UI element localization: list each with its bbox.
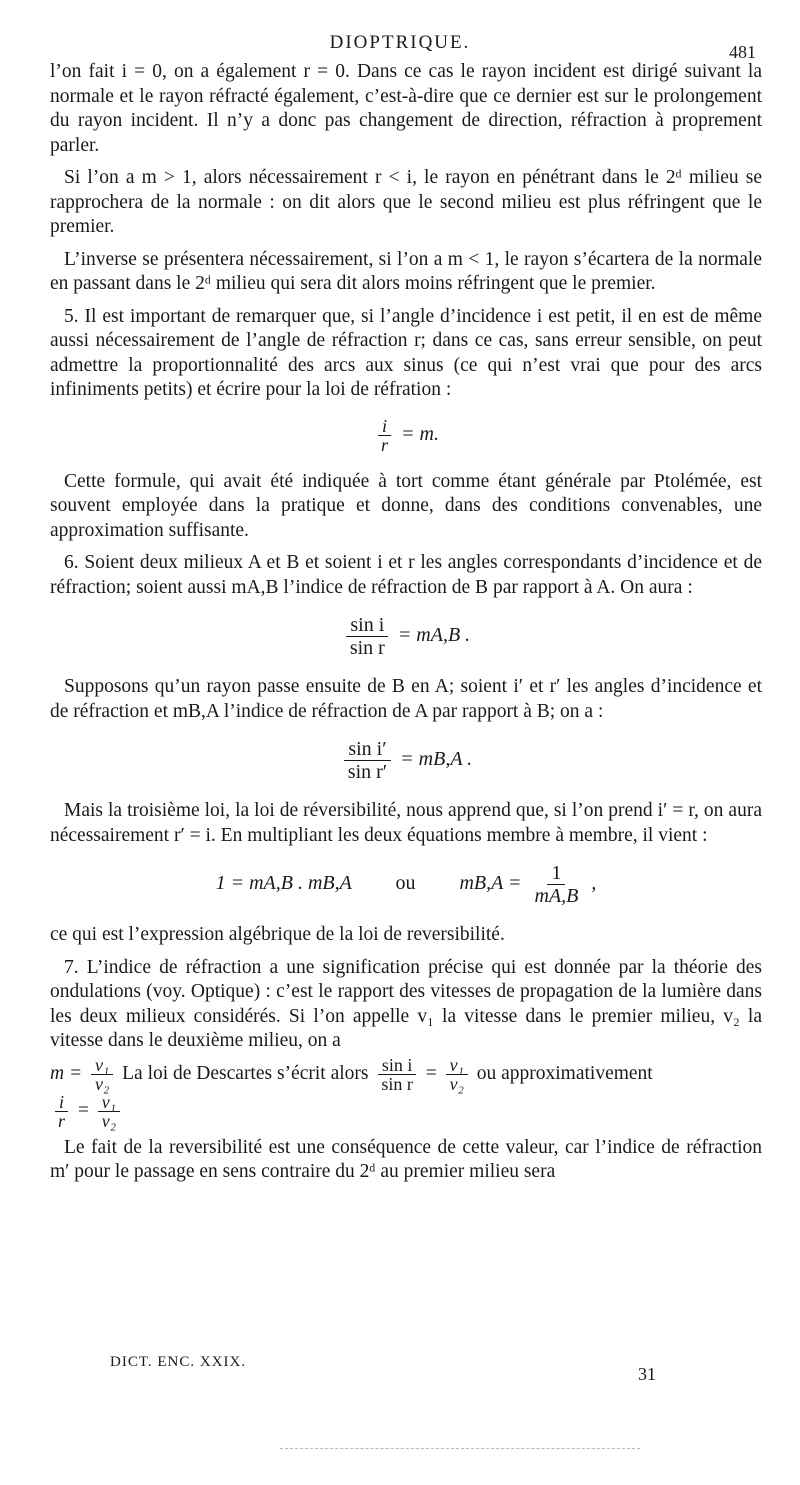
formula-rhs: = m. [401,422,439,445]
fraction-numerator: sin i′ [344,738,390,761]
page-number: 481 [729,42,756,62]
descartes-text: La loi de Descartes s’écrit alors [122,1062,369,1084]
formula-equals: = [425,1062,437,1084]
bleed-through-rule [280,1448,640,1449]
fraction-numerator: v₁ [91,1056,113,1075]
approx-text: ou approximativement [476,1062,653,1084]
fraction-denominator: v₂ [449,1073,464,1094]
formula-product: 1 = mA,B . mB,A [215,872,352,895]
fraction-numerator: i [378,417,391,436]
paragraph-6: 6. Soient deux milieux A et B et soient i et r les angles correspondants d’incidence et de réfraction; soient aussi mA,B l’indice de réfraction de B par rapport à A. On aura : [50,552,762,598]
descartes-line [50,1056,762,1130]
formula-ou: ou [395,872,416,895]
fraction-numerator: i [55,1093,68,1112]
formula-equals: = [77,1099,89,1121]
formula-comma: , [591,872,597,895]
fraction-denominator: sin r′ [347,761,388,783]
fraction-sin-i-over-sin-r [346,614,389,659]
fraction-numerator: v₁ [98,1093,120,1112]
fraction-numerator: v₁ [446,1056,468,1075]
fraction-numerator: sin i [378,1056,417,1075]
running-title: DIOPTRIQUE. [329,32,471,53]
formula-small-angle [50,417,762,454]
paragraph-4: 5. Il est important de remarquer que, si l’angle d’incidence i est petit, il en est de même aussi nécessairement de l’angle de réfraction r; dans ce cas, sans erreur sensible, on peut admettre la proportionnalité des arcs aux sinus (ce qui n’est vrai que pour des arcs infiniments petits) et écrire pour la loi de réfration : [50,305,762,400]
fraction-denominator: mA,B [534,885,579,907]
formula-rhs: = mB,A . [400,748,473,771]
paragraph-7: Supposons qu’un rayon passe ensuite de B en A; soient i′ et r′ les angles d’incidence et de réfraction et mB,A l’indice de réfraction de A par rapport à B; on a : [50,676,762,722]
fraction-v1-over-v2 [91,1056,113,1093]
paragraph-8: Mais la troisième loi, la loi de réversibilité, nous apprend que, si l’on prend i′ = r, on aura nécessairement r′ = i. En multipliant les deux équations membre à membre, il vient : [50,800,762,846]
fraction-denominator: r [58,1110,66,1131]
paragraph-3: L’inverse se présentera nécessairement, si l’on a m < 1, le rayon s’écartera de la normale en passant dans le 2ᵈ milieu qui sera dit alors moins réfringent que le premier. [50,248,762,294]
signature-mark: DICT. ENC. XXIX. [110,1354,247,1370]
paragraph-2: Si l’on a m > 1, alors nécessairement r < i, le rayon en pénétrant dans le 2ᵈ milieu se rapprochera de la normale : on dit alors que le second milieu est plus réfringent que le premier. [50,167,762,237]
fraction-denominator: sin r [349,637,385,659]
fraction-numerator: 1 [547,862,565,885]
formula-mba: mB,A = [459,872,522,895]
fraction-denominator: v₂ [101,1110,117,1131]
fraction-sin-i-prime-over-sin-r-prime [344,738,391,783]
fraction-i-over-r-approx [54,1093,69,1130]
paragraph-10: 7. L’indice de réfraction a une signification précise qui est donnée par la théorie des ondulations (voy. Optique) : c’est le rapport des vitesses de propagation de la lumière dans les deux milieux considérés. Si l’on appelle v₁ la vitesse dans le premier milieu, v₂ la vitesse dans le deuxième milieu, on a [50,956,762,1051]
fraction-denominator: sin r [381,1073,413,1094]
paragraph-5: Cette formule, qui avait été indiquée à tort comme étant générale par Ptolémée, est souvent employée dans la pratique et donne, dans des conditions convenables, une approximation suffisante. [50,470,762,541]
fraction-one-over-mab [531,862,583,907]
fraction-denominator: v₂ [95,1073,110,1094]
paragraph-11: Le fait de la reversibilité est une conséquence de cette valeur, car l’indice de réfraction m′ pour le passage en sens contraire du 2ᵈ au premier milieu sera [50,1136,762,1182]
formula-m-lhs: m = [50,1062,83,1084]
formula-index-ab [50,614,762,659]
sheet-number: 31 [638,1364,656,1384]
paragraph-1: l’on fait i = 0, on a également r = 0. Dans ce cas le rayon incident est dirigé suivant la normale et le rayon réfracté également, c’est-à-dire que ce dernier est sur le prolongement du rayon incident. Il n’y a donc pas changement de direction, réfraction à proprement parler. [50,61,762,156]
formula-rhs: = mA,B . [397,624,471,647]
fraction-speed-ratio [446,1056,468,1093]
paragraph-9: ce qui est l’expression algébrique de la loi de reversibilité. [50,924,505,945]
fraction-denominator: r [381,434,389,455]
page-body [50,60,762,1193]
fraction-numerator: sin i [346,614,388,637]
fraction-i-over-r [377,417,392,454]
page-footer [0,1350,800,1390]
formula-reversibility [50,862,762,907]
formula-index-ba [50,738,762,783]
fraction-sin-ratio [377,1056,417,1093]
page-header [0,28,800,60]
fraction-speed-ratio-approx [98,1093,120,1130]
